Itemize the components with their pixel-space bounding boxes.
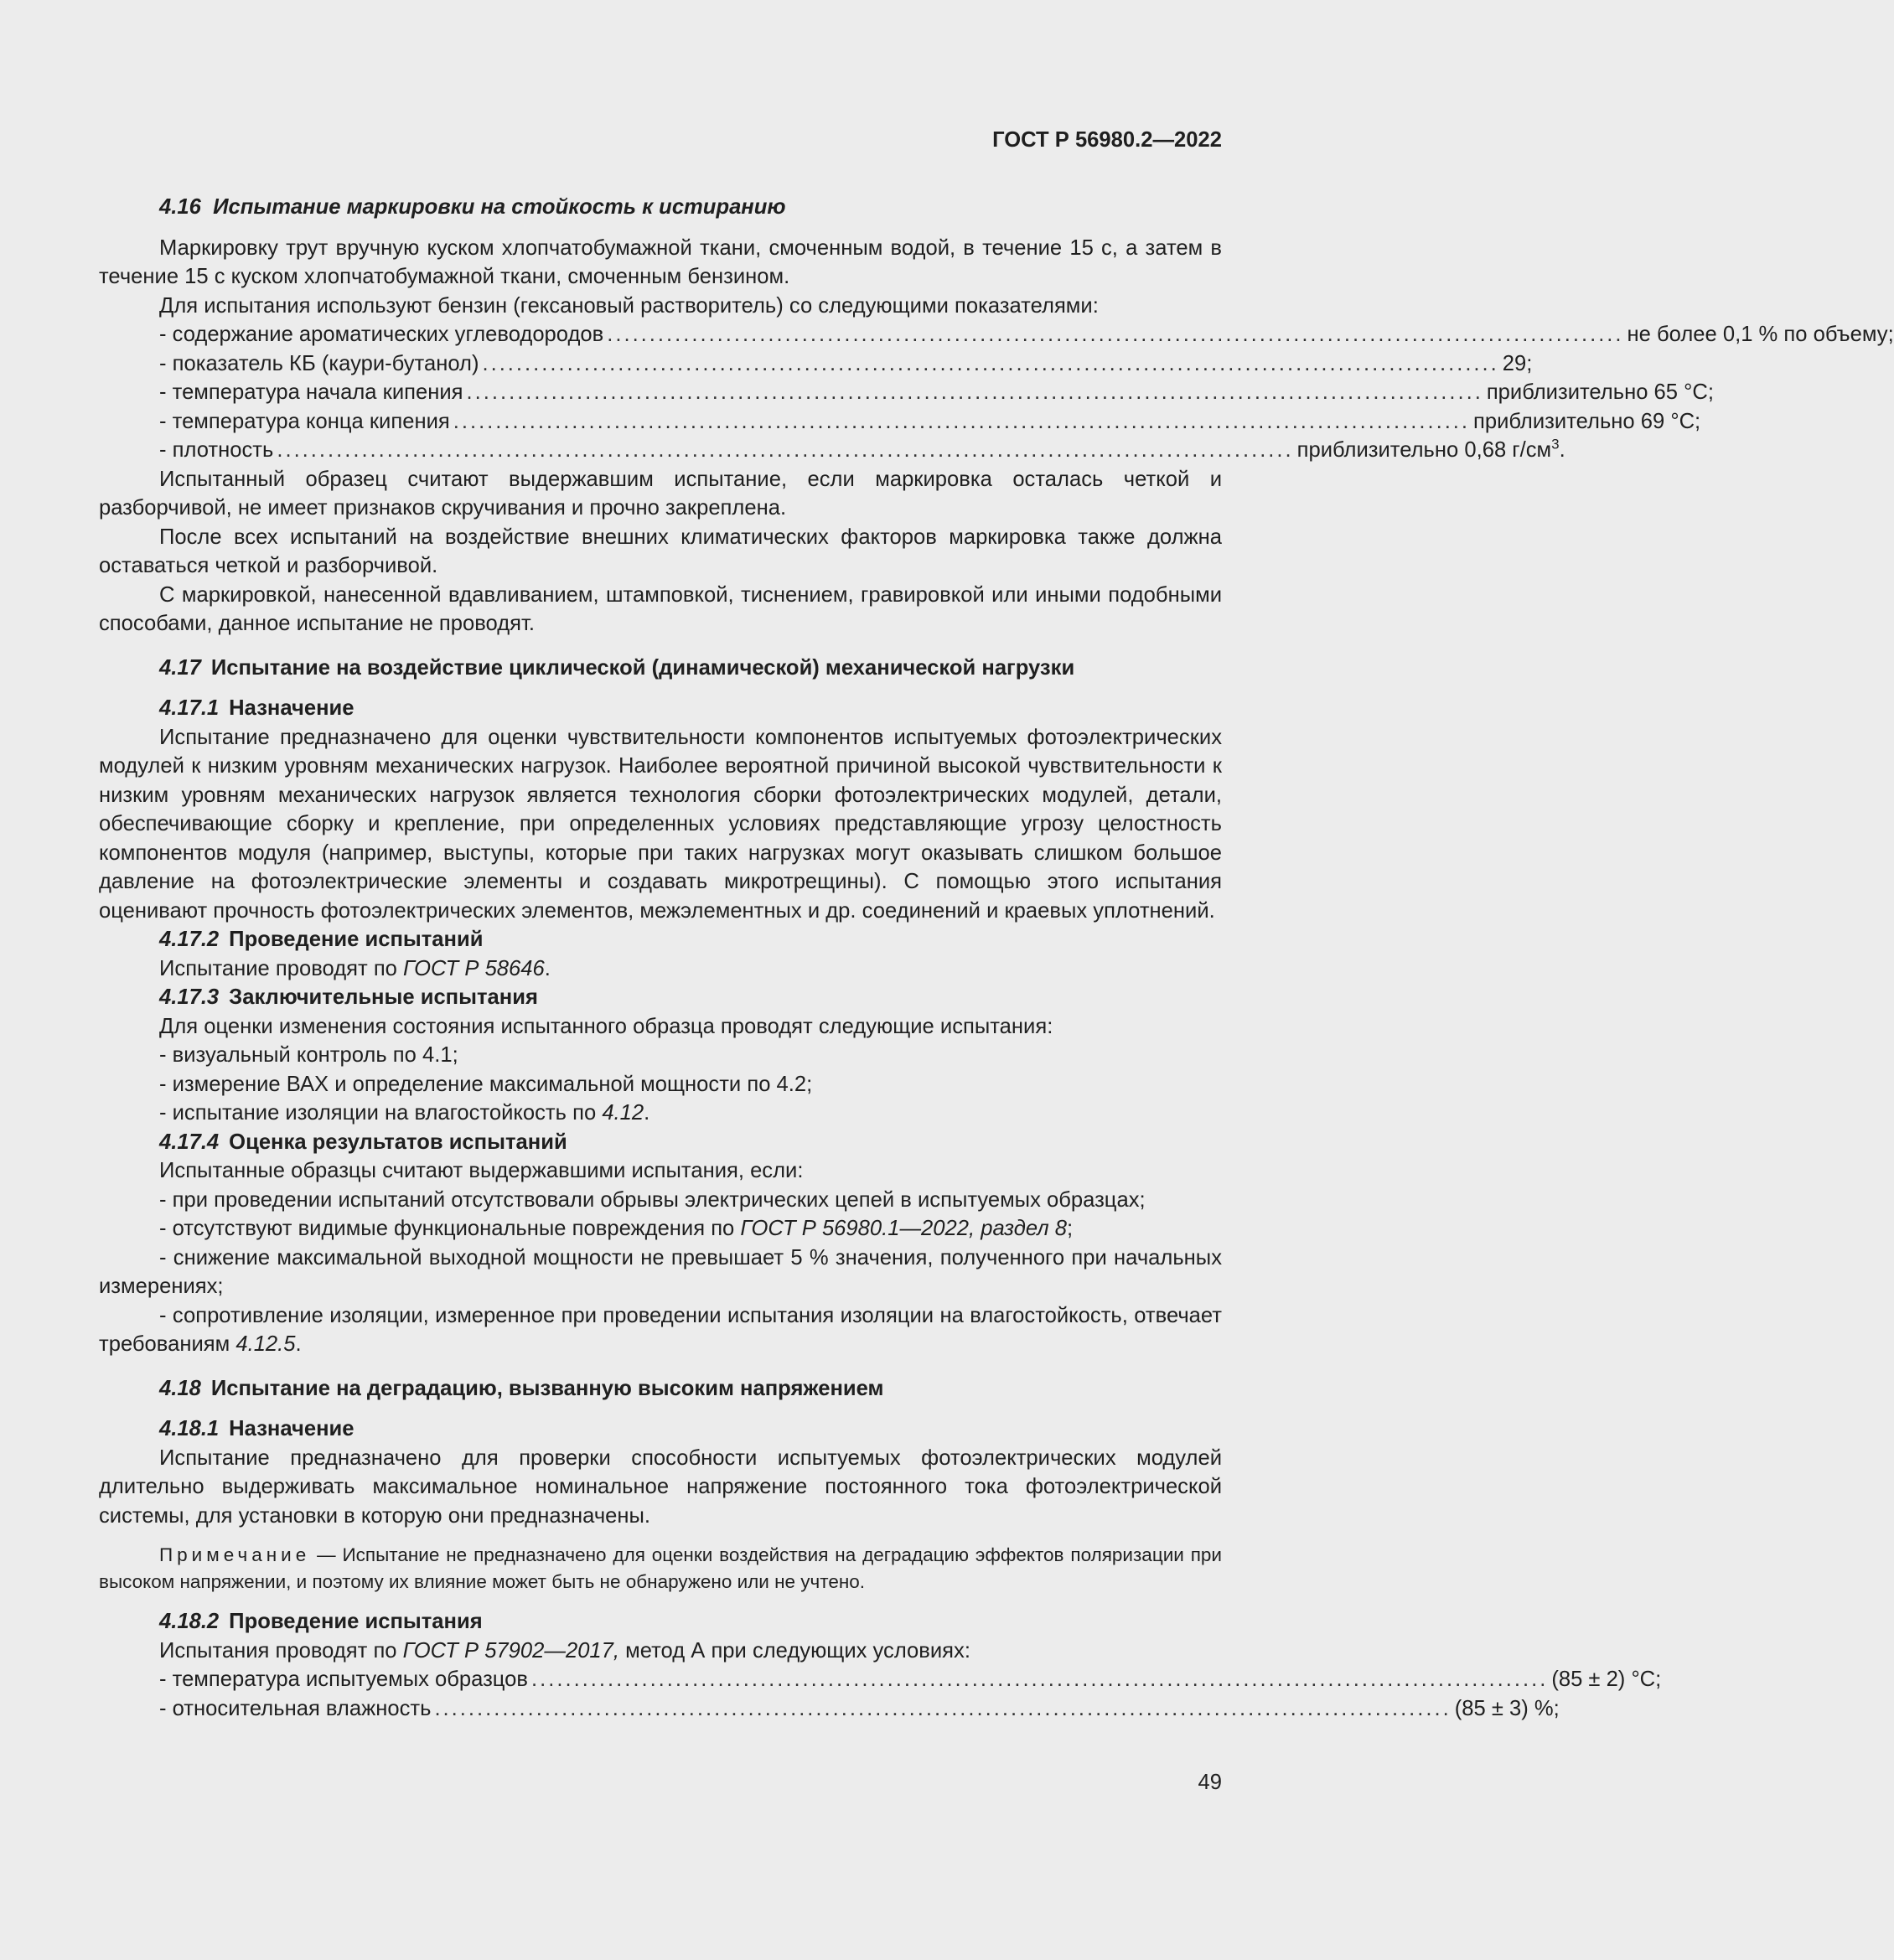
item-label: - содержание ароматических углеводородов [159,323,604,346]
list-item: - показатель КБ (каури-бутанол) ........................................................................................................................ 29; [159,349,1222,379]
item-value: приблизительно 0,68 г/см [1296,438,1552,462]
paragraph: Для оценки изменения состояния испытанного образца проводят следующие испытания: [159,1014,1053,1038]
paragraph [159,1637,1222,1666]
punctuation: ; [1067,1217,1074,1240]
subsection-4-17-3-heading [159,983,1222,1012]
section-number: 4.18 [159,1376,201,1400]
paragraph: Маркировку трут вручную куском хлопчатобумажной ткани, смоченным водой, в течение 15 с, а затем в течение 15 с куском хлопчатобумажной ткани, смоченным бензином. [99,235,1222,288]
subsection-4-18-1-heading [159,1414,1222,1444]
reference: ГОСТ Р 56980.1—2022, раздел 8 [740,1217,1068,1240]
text: Испытания проводят по [159,1638,403,1663]
reference: ГОСТ Р 58646 [403,956,545,980]
item-label: - плотность [159,438,274,462]
subsection-title: Оценка результатов испытаний [229,1130,567,1154]
section-title: Испытание на воздействие циклической (динамической) механической нагрузки [210,655,1075,680]
document-page [99,0,1894,1794]
list-item: - измерение ВАХ и определение максимальной мощности по 4.2; [159,1072,813,1096]
page-number: 49 [1198,1771,1222,1794]
list-item [99,1301,1222,1359]
paragraph: Испытание предназначено для оценки чувствительности компонентов испытуемых фотоэлектрических модулей к низким уровням механических нагрузок. Наиболее вероятной причиной высокой чувствительности к низким уровням механических нагрузок является технология сборки фотоэлектрических модулей, детали, обеспечивающие сборку и крепление, при определенных условиях представляющие угрозу целостность компонентов модуля (например, выступы, которые при таких нагрузках могут оказывать слишком большое давление на фотоэлектрические элементы и создавать микротрещины). С помощью этого испытания оценивают прочность фотоэлектрических элементов, межэлементных и др. соединений и краевых уплотнений. [99,725,1222,923]
superscript: 3 [1551,436,1560,453]
subsection-title: Назначение [229,1417,354,1440]
paragraph: Испытанные образцы считают выдержавшими испытания, если: [159,1159,804,1182]
item-label: - температура испытуемых образцов [159,1668,529,1691]
section-title: Испытание маркировки на стойкость к истиранию [213,195,786,219]
item-value: не более 0,1 % по объему; [1627,323,1894,346]
list-item: - содержание ароматических углеводородов ........................................................................................................................ не более 0,1 % по объему; [159,320,1222,349]
section-title: Испытание на деградацию, вызванную высоким напряжением [210,1376,884,1400]
item-value: приблизительно 65 °С; [1486,380,1714,404]
text: Испытание проводят по [159,956,404,980]
list-item: - температура начала кипения ........................................................................................................................ приблизительно 65 °С; [159,378,1222,407]
item-value: (85 ± 3) %; [1454,1696,1560,1720]
punctuation: . [544,956,551,980]
text: метод А при следующих условиях: [619,1638,970,1663]
list-item [159,1099,1222,1128]
item-value: 29; [1502,351,1533,375]
subsection-number: 4.17.1 [159,696,220,720]
item-label: - температура начала кипения [159,380,463,404]
subsection-title: Проведение испытания [229,1610,483,1633]
subsection-number: 4.17.3 [159,985,220,1009]
subsection-4-18-2-heading [159,1607,1222,1637]
item-value: (85 ± 2) °С; [1551,1668,1662,1691]
text: - сопротивление изоляции, измеренное при проведении испытания изоляции на влагостойкость, отвечает требованиям [99,1303,1222,1356]
list-item: - температура конца кипения ........................................................................................................................ приблизительно 69 °С; [159,407,1222,437]
list-item: - визуальный контроль по 4.1; [159,1043,458,1067]
note [99,1542,1222,1595]
reference: ГОСТ Р 57902—2017, [402,1638,620,1663]
list-item: - относительная влажность ........................................................................................................................ (85 ± 3) %; [159,1694,1222,1724]
paragraph [159,954,1222,984]
punctuation: . [1559,438,1565,462]
subsection-number: 4.17.4 [159,1130,220,1154]
paragraph: После всех испытаний на воздействие внешних климатических факторов маркировка также должна оставаться четкой и разборчивой. [99,525,1222,577]
subsection-4-17-2-heading [159,925,1222,954]
punctuation: . [295,1332,302,1356]
paragraph: Для испытания используют бензин (гексановый растворитель) со следующими показателями: [159,293,1099,318]
section-number: 4.16 [159,195,201,219]
section-4-17-heading [159,654,1222,683]
subsection-number: 4.18.2 [159,1610,220,1633]
paragraph: Испытание предназначено для проверки способности испытуемых фотоэлектрических модулей длительно выдерживать максимальное номинальное напряжение постоянного тока фотоэлектрической системы, для установки в которую они предназначены. [99,1445,1222,1528]
paragraph: Испытанный образец считают выдержавшим испытание, если маркировка осталась четкой и разборчивой, не имеет признаков скручивания и прочно закреплена. [99,467,1222,520]
section-4-16-heading [159,193,1222,222]
item-label: - показатель КБ (каури-бутанол) [159,351,479,375]
section-4-18-heading [159,1374,1222,1404]
note-text: — Испытание не предназначено для оценки воздействия на деградацию эффектов поляризации при высоком напряжении, и поэтому их влияние может быть не обнаружено или не учтено. [99,1544,1222,1592]
list-item: - температура испытуемых образцов ........................................................................................................................ (85 ± 2) °С; [159,1665,1222,1694]
subsection-4-17-4-heading [159,1128,1222,1157]
subsection-4-17-1-heading [159,694,1222,723]
item-value: приблизительно 69 °С; [1473,409,1701,433]
list-item: - плотность ........................................................................................................................ приблизительно 0,68 $г/см^3$. [159,436,1222,465]
subsection-title: Проведение испытаний [229,928,484,951]
text: - испытание изоляции на влагостойкость по [159,1101,603,1125]
list-item: - снижение максимальной выходной мощности не превышает 5 % значения, полученного при начальных измерениях; [99,1245,1222,1298]
text: - отсутствуют видимые функциональные повреждения по [159,1217,741,1240]
note-label: Примечание [159,1544,311,1565]
subsection-number: 4.18.1 [159,1417,220,1440]
subsection-title: Заключительные испытания [229,985,538,1009]
reference: 4.12.5 [235,1332,296,1356]
reference: 4.12 [602,1101,644,1125]
subsection-title: Назначение [229,696,354,720]
section-number: 4.17 [159,655,201,680]
subsection-number: 4.17.2 [159,928,220,951]
paragraph: С маркировкой, нанесенной вдавливанием, штамповкой, тиснением, гравировкой или иными подобными способами, данное испытание не проводят. [99,582,1222,635]
item-label: - относительная влажность [159,1696,432,1720]
list-item: - при проведении испытаний отсутствовали обрывы электрических цепей в испытуемых образцах; [159,1187,1146,1212]
document-header: ГОСТ Р 56980.2—2022 [992,128,1222,152]
punctuation: . [644,1101,650,1125]
item-label: - температура конца кипения [159,409,450,433]
list-item [159,1214,1222,1244]
